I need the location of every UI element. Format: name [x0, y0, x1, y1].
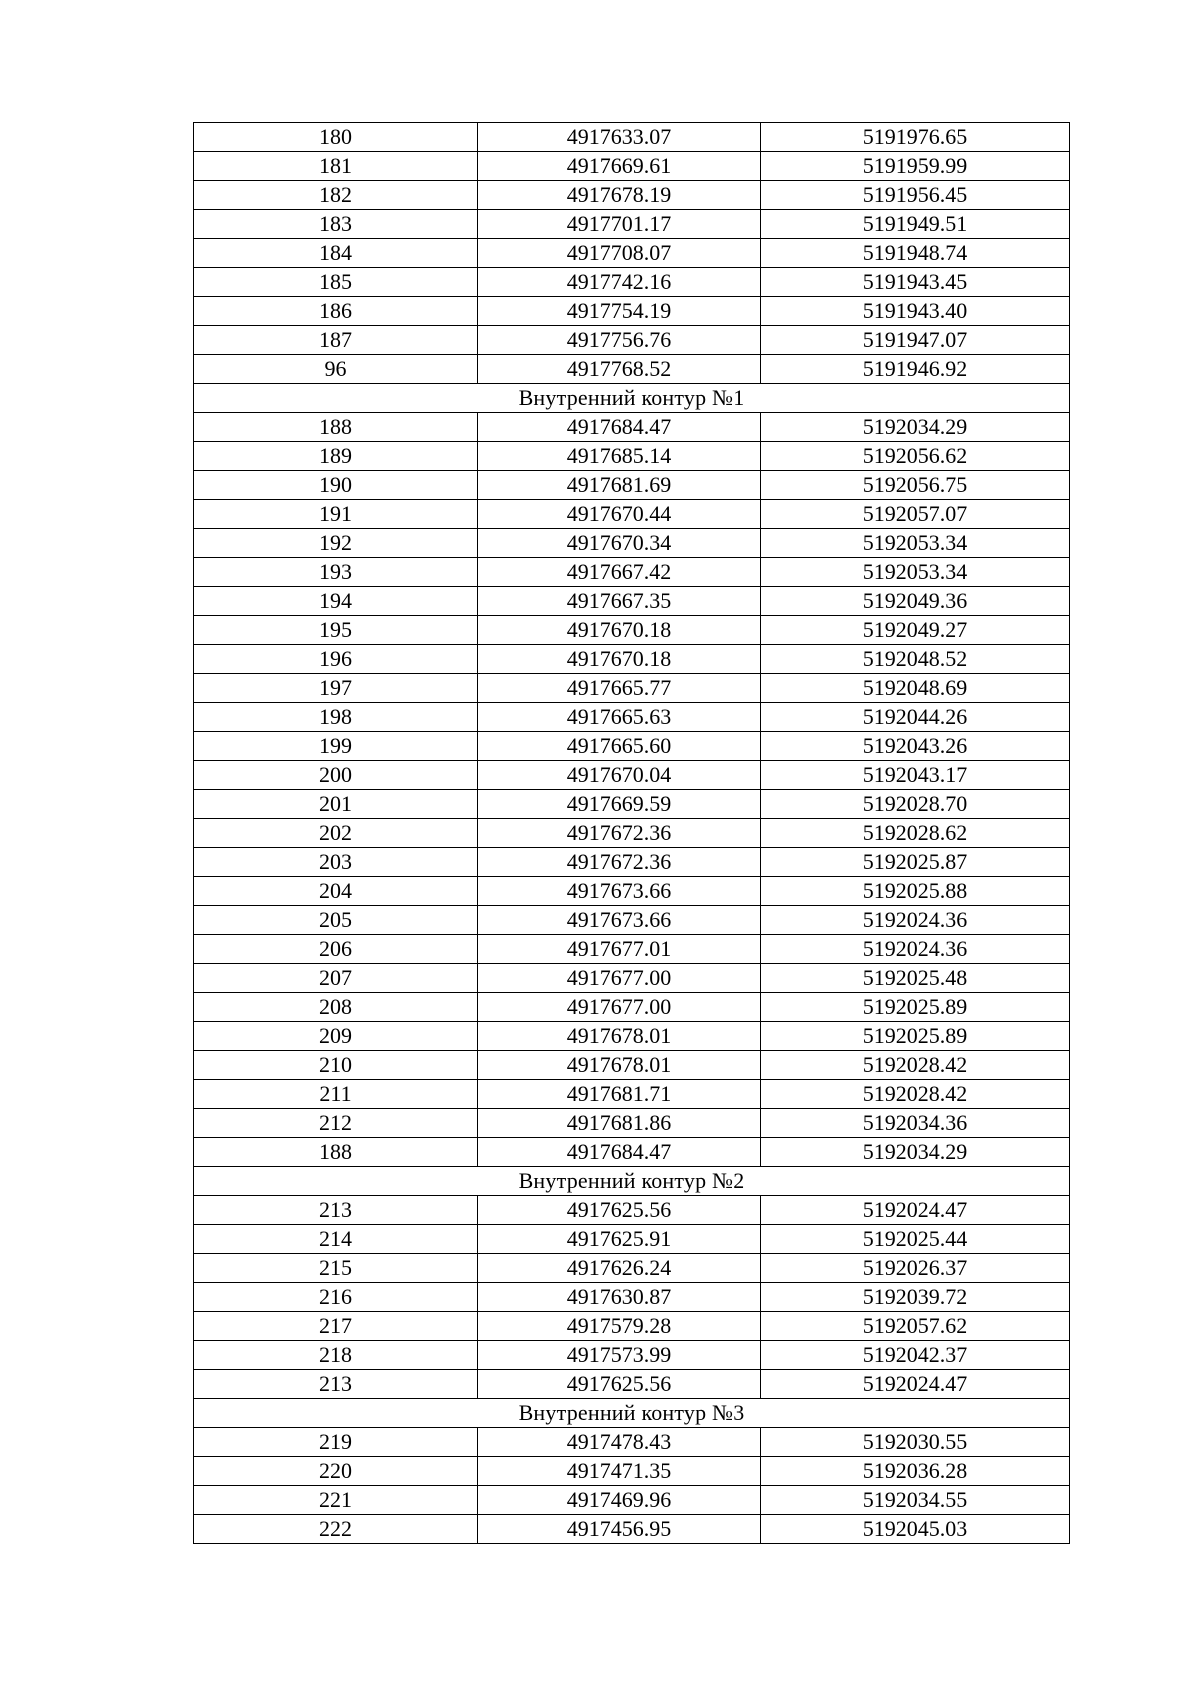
point-number-cell: 202 — [194, 819, 478, 848]
y-coordinate-cell: 5192045.03 — [761, 1515, 1070, 1544]
x-coordinate-cell: 4917471.35 — [478, 1457, 761, 1486]
point-number-cell: 218 — [194, 1341, 478, 1370]
y-coordinate-cell: 5192049.27 — [761, 616, 1070, 645]
x-coordinate-cell: 4917669.61 — [478, 152, 761, 181]
y-coordinate-cell: 5192028.42 — [761, 1051, 1070, 1080]
y-coordinate-cell: 5191948.74 — [761, 239, 1070, 268]
table-row — [194, 529, 1070, 558]
y-coordinate-cell: 5192025.87 — [761, 848, 1070, 877]
x-coordinate-cell: 4917684.47 — [478, 1138, 761, 1167]
x-coordinate-cell: 4917756.76 — [478, 326, 761, 355]
y-coordinate-cell: 5192026.37 — [761, 1254, 1070, 1283]
y-coordinate-cell: 5191976.65 — [761, 123, 1070, 152]
y-coordinate-cell: 5192044.26 — [761, 703, 1070, 732]
x-coordinate-cell: 4917678.19 — [478, 181, 761, 210]
x-coordinate-cell: 4917625.56 — [478, 1370, 761, 1399]
table-row — [194, 906, 1070, 935]
x-coordinate-cell: 4917665.77 — [478, 674, 761, 703]
point-number-cell: 214 — [194, 1225, 478, 1254]
table-row — [194, 703, 1070, 732]
point-number-cell: 209 — [194, 1022, 478, 1051]
point-number-cell: 96 — [194, 355, 478, 384]
point-number-cell: 210 — [194, 1051, 478, 1080]
y-coordinate-cell: 5191959.99 — [761, 152, 1070, 181]
x-coordinate-cell: 4917625.56 — [478, 1196, 761, 1225]
y-coordinate-cell: 5191956.45 — [761, 181, 1070, 210]
point-number-cell: 187 — [194, 326, 478, 355]
table-row — [194, 1370, 1070, 1399]
y-coordinate-cell: 5192053.34 — [761, 558, 1070, 587]
y-coordinate-cell: 5192039.72 — [761, 1283, 1070, 1312]
y-coordinate-cell: 5192048.69 — [761, 674, 1070, 703]
section-header: Внутренний контур №3 — [194, 1399, 1070, 1428]
x-coordinate-cell: 4917670.18 — [478, 645, 761, 674]
point-number-cell: 195 — [194, 616, 478, 645]
table-row — [194, 761, 1070, 790]
point-number-cell: 196 — [194, 645, 478, 674]
x-coordinate-cell: 4917678.01 — [478, 1022, 761, 1051]
point-number-cell: 213 — [194, 1370, 478, 1399]
point-number-cell: 207 — [194, 964, 478, 993]
table-row — [194, 500, 1070, 529]
coordinates-table — [193, 122, 1070, 1544]
point-number-cell: 204 — [194, 877, 478, 906]
x-coordinate-cell: 4917667.42 — [478, 558, 761, 587]
point-number-cell: 191 — [194, 500, 478, 529]
x-coordinate-cell: 4917469.96 — [478, 1486, 761, 1515]
point-number-cell: 188 — [194, 413, 478, 442]
point-number-cell: 181 — [194, 152, 478, 181]
x-coordinate-cell: 4917673.66 — [478, 877, 761, 906]
table-row — [194, 1341, 1070, 1370]
y-coordinate-cell: 5192028.42 — [761, 1080, 1070, 1109]
y-coordinate-cell: 5192034.29 — [761, 413, 1070, 442]
x-coordinate-cell: 4917685.14 — [478, 442, 761, 471]
table-row — [194, 471, 1070, 500]
point-number-cell: 192 — [194, 529, 478, 558]
table-row — [194, 239, 1070, 268]
point-number-cell: 185 — [194, 268, 478, 297]
point-number-cell: 211 — [194, 1080, 478, 1109]
point-number-cell: 183 — [194, 210, 478, 239]
x-coordinate-cell: 4917672.36 — [478, 848, 761, 877]
x-coordinate-cell: 4917672.36 — [478, 819, 761, 848]
point-number-cell: 220 — [194, 1457, 478, 1486]
table-row — [194, 123, 1070, 152]
x-coordinate-cell: 4917670.18 — [478, 616, 761, 645]
x-coordinate-cell: 4917665.60 — [478, 732, 761, 761]
x-coordinate-cell: 4917708.07 — [478, 239, 761, 268]
y-coordinate-cell: 5192036.28 — [761, 1457, 1070, 1486]
x-coordinate-cell: 4917768.52 — [478, 355, 761, 384]
x-coordinate-cell: 4917667.35 — [478, 587, 761, 616]
table-row — [194, 645, 1070, 674]
point-number-cell: 188 — [194, 1138, 478, 1167]
x-coordinate-cell: 4917677.00 — [478, 964, 761, 993]
table-row — [194, 1225, 1070, 1254]
table-row — [194, 848, 1070, 877]
section-header: Внутренний контур №2 — [194, 1167, 1070, 1196]
y-coordinate-cell: 5192025.88 — [761, 877, 1070, 906]
table-row — [194, 877, 1070, 906]
y-coordinate-cell: 5191943.45 — [761, 268, 1070, 297]
point-number-cell: 201 — [194, 790, 478, 819]
table-row — [194, 1196, 1070, 1225]
table-row — [194, 1515, 1070, 1544]
x-coordinate-cell: 4917677.01 — [478, 935, 761, 964]
point-number-cell: 208 — [194, 993, 478, 1022]
table-row — [194, 1080, 1070, 1109]
x-coordinate-cell: 4917673.66 — [478, 906, 761, 935]
section-header-row — [194, 1399, 1070, 1428]
x-coordinate-cell: 4917742.16 — [478, 268, 761, 297]
y-coordinate-cell: 5192024.47 — [761, 1196, 1070, 1225]
table-row — [194, 1254, 1070, 1283]
point-number-cell: 200 — [194, 761, 478, 790]
point-number-cell: 184 — [194, 239, 478, 268]
table-row — [194, 1138, 1070, 1167]
x-coordinate-cell: 4917579.28 — [478, 1312, 761, 1341]
point-number-cell: 189 — [194, 442, 478, 471]
x-coordinate-cell: 4917681.71 — [478, 1080, 761, 1109]
table-row — [194, 558, 1070, 587]
y-coordinate-cell: 5192042.37 — [761, 1341, 1070, 1370]
table-row — [194, 268, 1070, 297]
x-coordinate-cell: 4917456.95 — [478, 1515, 761, 1544]
y-coordinate-cell: 5192024.36 — [761, 906, 1070, 935]
y-coordinate-cell: 5191946.92 — [761, 355, 1070, 384]
x-coordinate-cell: 4917701.17 — [478, 210, 761, 239]
x-coordinate-cell: 4917681.69 — [478, 471, 761, 500]
x-coordinate-cell: 4917478.43 — [478, 1428, 761, 1457]
y-coordinate-cell: 5192034.29 — [761, 1138, 1070, 1167]
x-coordinate-cell: 4917573.99 — [478, 1341, 761, 1370]
point-number-cell: 212 — [194, 1109, 478, 1138]
x-coordinate-cell: 4917754.19 — [478, 297, 761, 326]
coordinates-sheet — [193, 122, 1069, 1544]
y-coordinate-cell: 5191947.07 — [761, 326, 1070, 355]
table-row — [194, 616, 1070, 645]
y-coordinate-cell: 5192028.70 — [761, 790, 1070, 819]
y-coordinate-cell: 5192024.36 — [761, 935, 1070, 964]
y-coordinate-cell: 5192034.55 — [761, 1486, 1070, 1515]
table-row — [194, 964, 1070, 993]
point-number-cell: 194 — [194, 587, 478, 616]
table-row — [194, 442, 1070, 471]
x-coordinate-cell: 4917669.59 — [478, 790, 761, 819]
point-number-cell: 217 — [194, 1312, 478, 1341]
y-coordinate-cell: 5192053.34 — [761, 529, 1070, 558]
table-row — [194, 587, 1070, 616]
section-header-row — [194, 1167, 1070, 1196]
table-row — [194, 355, 1070, 384]
y-coordinate-cell: 5192034.36 — [761, 1109, 1070, 1138]
point-number-cell: 199 — [194, 732, 478, 761]
table-row — [194, 732, 1070, 761]
y-coordinate-cell: 5192030.55 — [761, 1428, 1070, 1457]
table-row — [194, 1428, 1070, 1457]
table-row — [194, 674, 1070, 703]
point-number-cell: 216 — [194, 1283, 478, 1312]
table-row — [194, 413, 1070, 442]
y-coordinate-cell: 5191943.40 — [761, 297, 1070, 326]
x-coordinate-cell: 4917670.44 — [478, 500, 761, 529]
x-coordinate-cell: 4917678.01 — [478, 1051, 761, 1080]
x-coordinate-cell: 4917625.91 — [478, 1225, 761, 1254]
point-number-cell: 203 — [194, 848, 478, 877]
y-coordinate-cell: 5192025.89 — [761, 1022, 1070, 1051]
point-number-cell: 198 — [194, 703, 478, 732]
table-row — [194, 297, 1070, 326]
point-number-cell: 206 — [194, 935, 478, 964]
point-number-cell: 190 — [194, 471, 478, 500]
x-coordinate-cell: 4917665.63 — [478, 703, 761, 732]
table-row — [194, 1109, 1070, 1138]
y-coordinate-cell: 5192057.62 — [761, 1312, 1070, 1341]
point-number-cell: 182 — [194, 181, 478, 210]
table-row — [194, 210, 1070, 239]
table-row — [194, 152, 1070, 181]
point-number-cell: 193 — [194, 558, 478, 587]
section-header: Внутренний контур №1 — [194, 384, 1070, 413]
table-row — [194, 993, 1070, 1022]
y-coordinate-cell: 5192025.89 — [761, 993, 1070, 1022]
coordinates-table-body — [194, 123, 1070, 1544]
x-coordinate-cell: 4917633.07 — [478, 123, 761, 152]
point-number-cell: 180 — [194, 123, 478, 152]
y-coordinate-cell: 5192025.48 — [761, 964, 1070, 993]
point-number-cell: 215 — [194, 1254, 478, 1283]
point-number-cell: 213 — [194, 1196, 478, 1225]
table-row — [194, 1022, 1070, 1051]
section-header-row — [194, 384, 1070, 413]
y-coordinate-cell: 5192043.17 — [761, 761, 1070, 790]
point-number-cell: 219 — [194, 1428, 478, 1457]
y-coordinate-cell: 5192049.36 — [761, 587, 1070, 616]
table-row — [194, 1457, 1070, 1486]
y-coordinate-cell: 5192024.47 — [761, 1370, 1070, 1399]
y-coordinate-cell: 5192056.62 — [761, 442, 1070, 471]
y-coordinate-cell: 5192057.07 — [761, 500, 1070, 529]
y-coordinate-cell: 5191949.51 — [761, 210, 1070, 239]
point-number-cell: 197 — [194, 674, 478, 703]
y-coordinate-cell: 5192028.62 — [761, 819, 1070, 848]
point-number-cell: 205 — [194, 906, 478, 935]
x-coordinate-cell: 4917684.47 — [478, 413, 761, 442]
y-coordinate-cell: 5192056.75 — [761, 471, 1070, 500]
table-row — [194, 790, 1070, 819]
table-row — [194, 1312, 1070, 1341]
table-row — [194, 1283, 1070, 1312]
x-coordinate-cell: 4917677.00 — [478, 993, 761, 1022]
x-coordinate-cell: 4917630.87 — [478, 1283, 761, 1312]
table-row — [194, 326, 1070, 355]
y-coordinate-cell: 5192043.26 — [761, 732, 1070, 761]
y-coordinate-cell: 5192025.44 — [761, 1225, 1070, 1254]
table-row — [194, 1486, 1070, 1515]
x-coordinate-cell: 4917626.24 — [478, 1254, 761, 1283]
x-coordinate-cell: 4917670.04 — [478, 761, 761, 790]
y-coordinate-cell: 5192048.52 — [761, 645, 1070, 674]
point-number-cell: 222 — [194, 1515, 478, 1544]
point-number-cell: 221 — [194, 1486, 478, 1515]
table-row — [194, 935, 1070, 964]
x-coordinate-cell: 4917681.86 — [478, 1109, 761, 1138]
table-row — [194, 1051, 1070, 1080]
table-row — [194, 819, 1070, 848]
table-row — [194, 181, 1070, 210]
point-number-cell: 186 — [194, 297, 478, 326]
x-coordinate-cell: 4917670.34 — [478, 529, 761, 558]
